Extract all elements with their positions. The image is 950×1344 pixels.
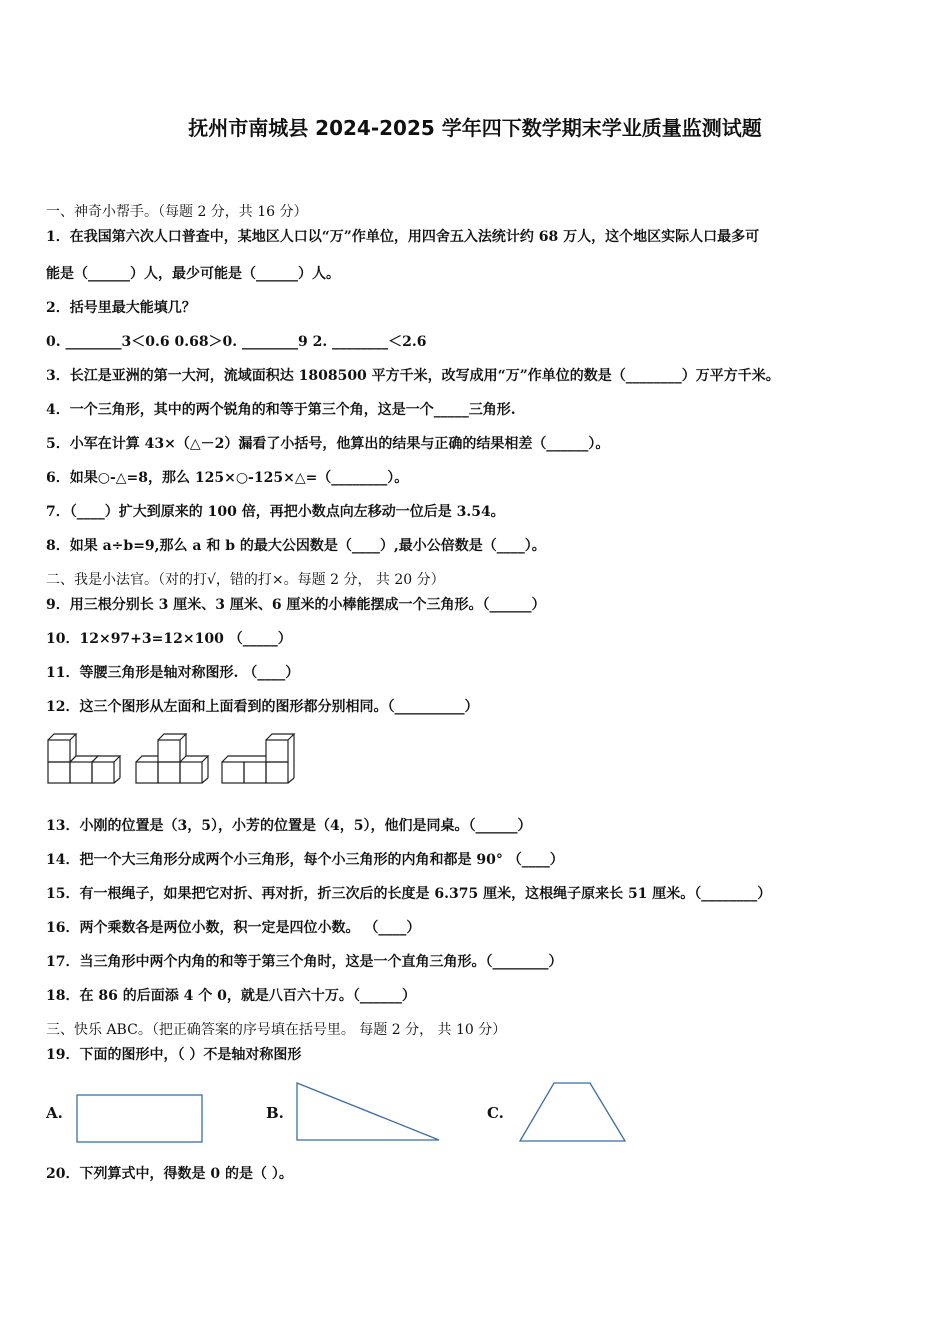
question-5: 5．小军在计算 43×（△－2）漏看了小括号，他算出的结果与正确的结果相差（______）。 — [46, 436, 610, 452]
question-11: 11．等腰三角形是轴对称图形. （____） — [46, 665, 300, 681]
section-3-heading: 三、快乐 ABC。（把正确答案的序号填在括号里。 每题 2 分， 共 10 分） — [46, 1022, 507, 1038]
question-2: 2．括号里最大能填几？ — [46, 300, 196, 316]
question-19: 19．下面的图形中，（ ）不是轴对称图形 — [46, 1047, 302, 1063]
option-a-label: A. — [46, 1104, 63, 1122]
question-8: 8．如果 a÷b=9,那么 a 和 b 的最大公因数是（____）,最小公倍数是（____）。 — [46, 538, 546, 554]
question-1-line-2: 能是（______）人，最少可能是（______）人。 — [46, 266, 340, 282]
question-20: 20．下列算式中，得数是 0 的是（ ）。 — [46, 1166, 293, 1182]
question-12: 12．这三个图形从左面和上面看到的图形都分别相同。（__________） — [46, 699, 479, 715]
section-2-heading: 二、我是小法官。（对的打√，错的打×。每题 2 分， 共 20 分） — [46, 572, 445, 588]
question-13: 13．小刚的位置是（3，5），小芳的位置是（4，5），他们是同桌。（______） — [46, 818, 532, 834]
trapezoid-figure — [518, 1082, 628, 1144]
question-9: 9．用三根分别长 3 厘米、3 厘米、6 厘米的小棒能摆成一个三角形。（______） — [46, 597, 546, 613]
question-3: 3．长江是亚洲的第一大河，流域面积达 1808500 平方千米，改写成用“万”作单位的数是（________）万平方千米。 — [46, 368, 780, 384]
question-10: 10．12×97+3=12×100 （_____） — [46, 631, 292, 647]
question-18: 18．在 86 的后面添 4 个 0，就是八百六十万。（______） — [46, 988, 416, 1004]
cube-figure-2 — [136, 734, 208, 783]
question-7: 7．（____）扩大到原来的 100 倍，再把小数点向左移动一位后是 3.54。 — [46, 504, 505, 520]
option-b-label: B. — [266, 1104, 284, 1122]
rectangle-figure — [76, 1094, 204, 1144]
section-1-heading: 一、神奇小帮手。（每题 2 分，共 16 分） — [46, 204, 308, 220]
right-triangle-figure — [296, 1082, 442, 1142]
question-6: 6．如果○-△=8，那么 125×○-125×△=（________）。 — [46, 470, 409, 486]
question-14: 14．把一个大三角形分成两个小三角形，每个小三角形的内角和都是 90° （____） — [46, 852, 564, 868]
question-16: 16．两个乘数各是两位小数，积一定是四位小数。 （____） — [46, 920, 421, 936]
option-c-label: C. — [487, 1104, 504, 1122]
question-4: 4．一个三角形，其中的两个锐角的和等于第三个角，这是一个_____三角形. — [46, 402, 516, 418]
cube-figure-3 — [222, 734, 294, 783]
page-title: 抚州市南城县 2024-2025 学年四下数学期末学业质量监测试题 — [188, 116, 762, 140]
question-17: 17．当三角形中两个内角的和等于第三个角时，这是一个直角三角形。（________） — [46, 954, 563, 970]
question-1-line-1: 1．在我国第六次人口普查中，某地区人口以“万”作单位，用四舍五入法统计约 68 万人，这个地区实际人口最多可 — [46, 229, 760, 245]
cube-figures-drawing — [46, 728, 306, 788]
question-2-blanks: 0. ________3＜0.6 0.68＞0. ________9 2. ________＜2.6 — [46, 334, 427, 350]
cube-figure-1 — [48, 734, 120, 783]
cube-figures — [46, 728, 306, 792]
question-15: 15．有一根绳子，如果把它对折、再对折，折三次后的长度是 6.375 厘米，这根绳子原来长 51 厘米。（________） — [46, 886, 772, 902]
